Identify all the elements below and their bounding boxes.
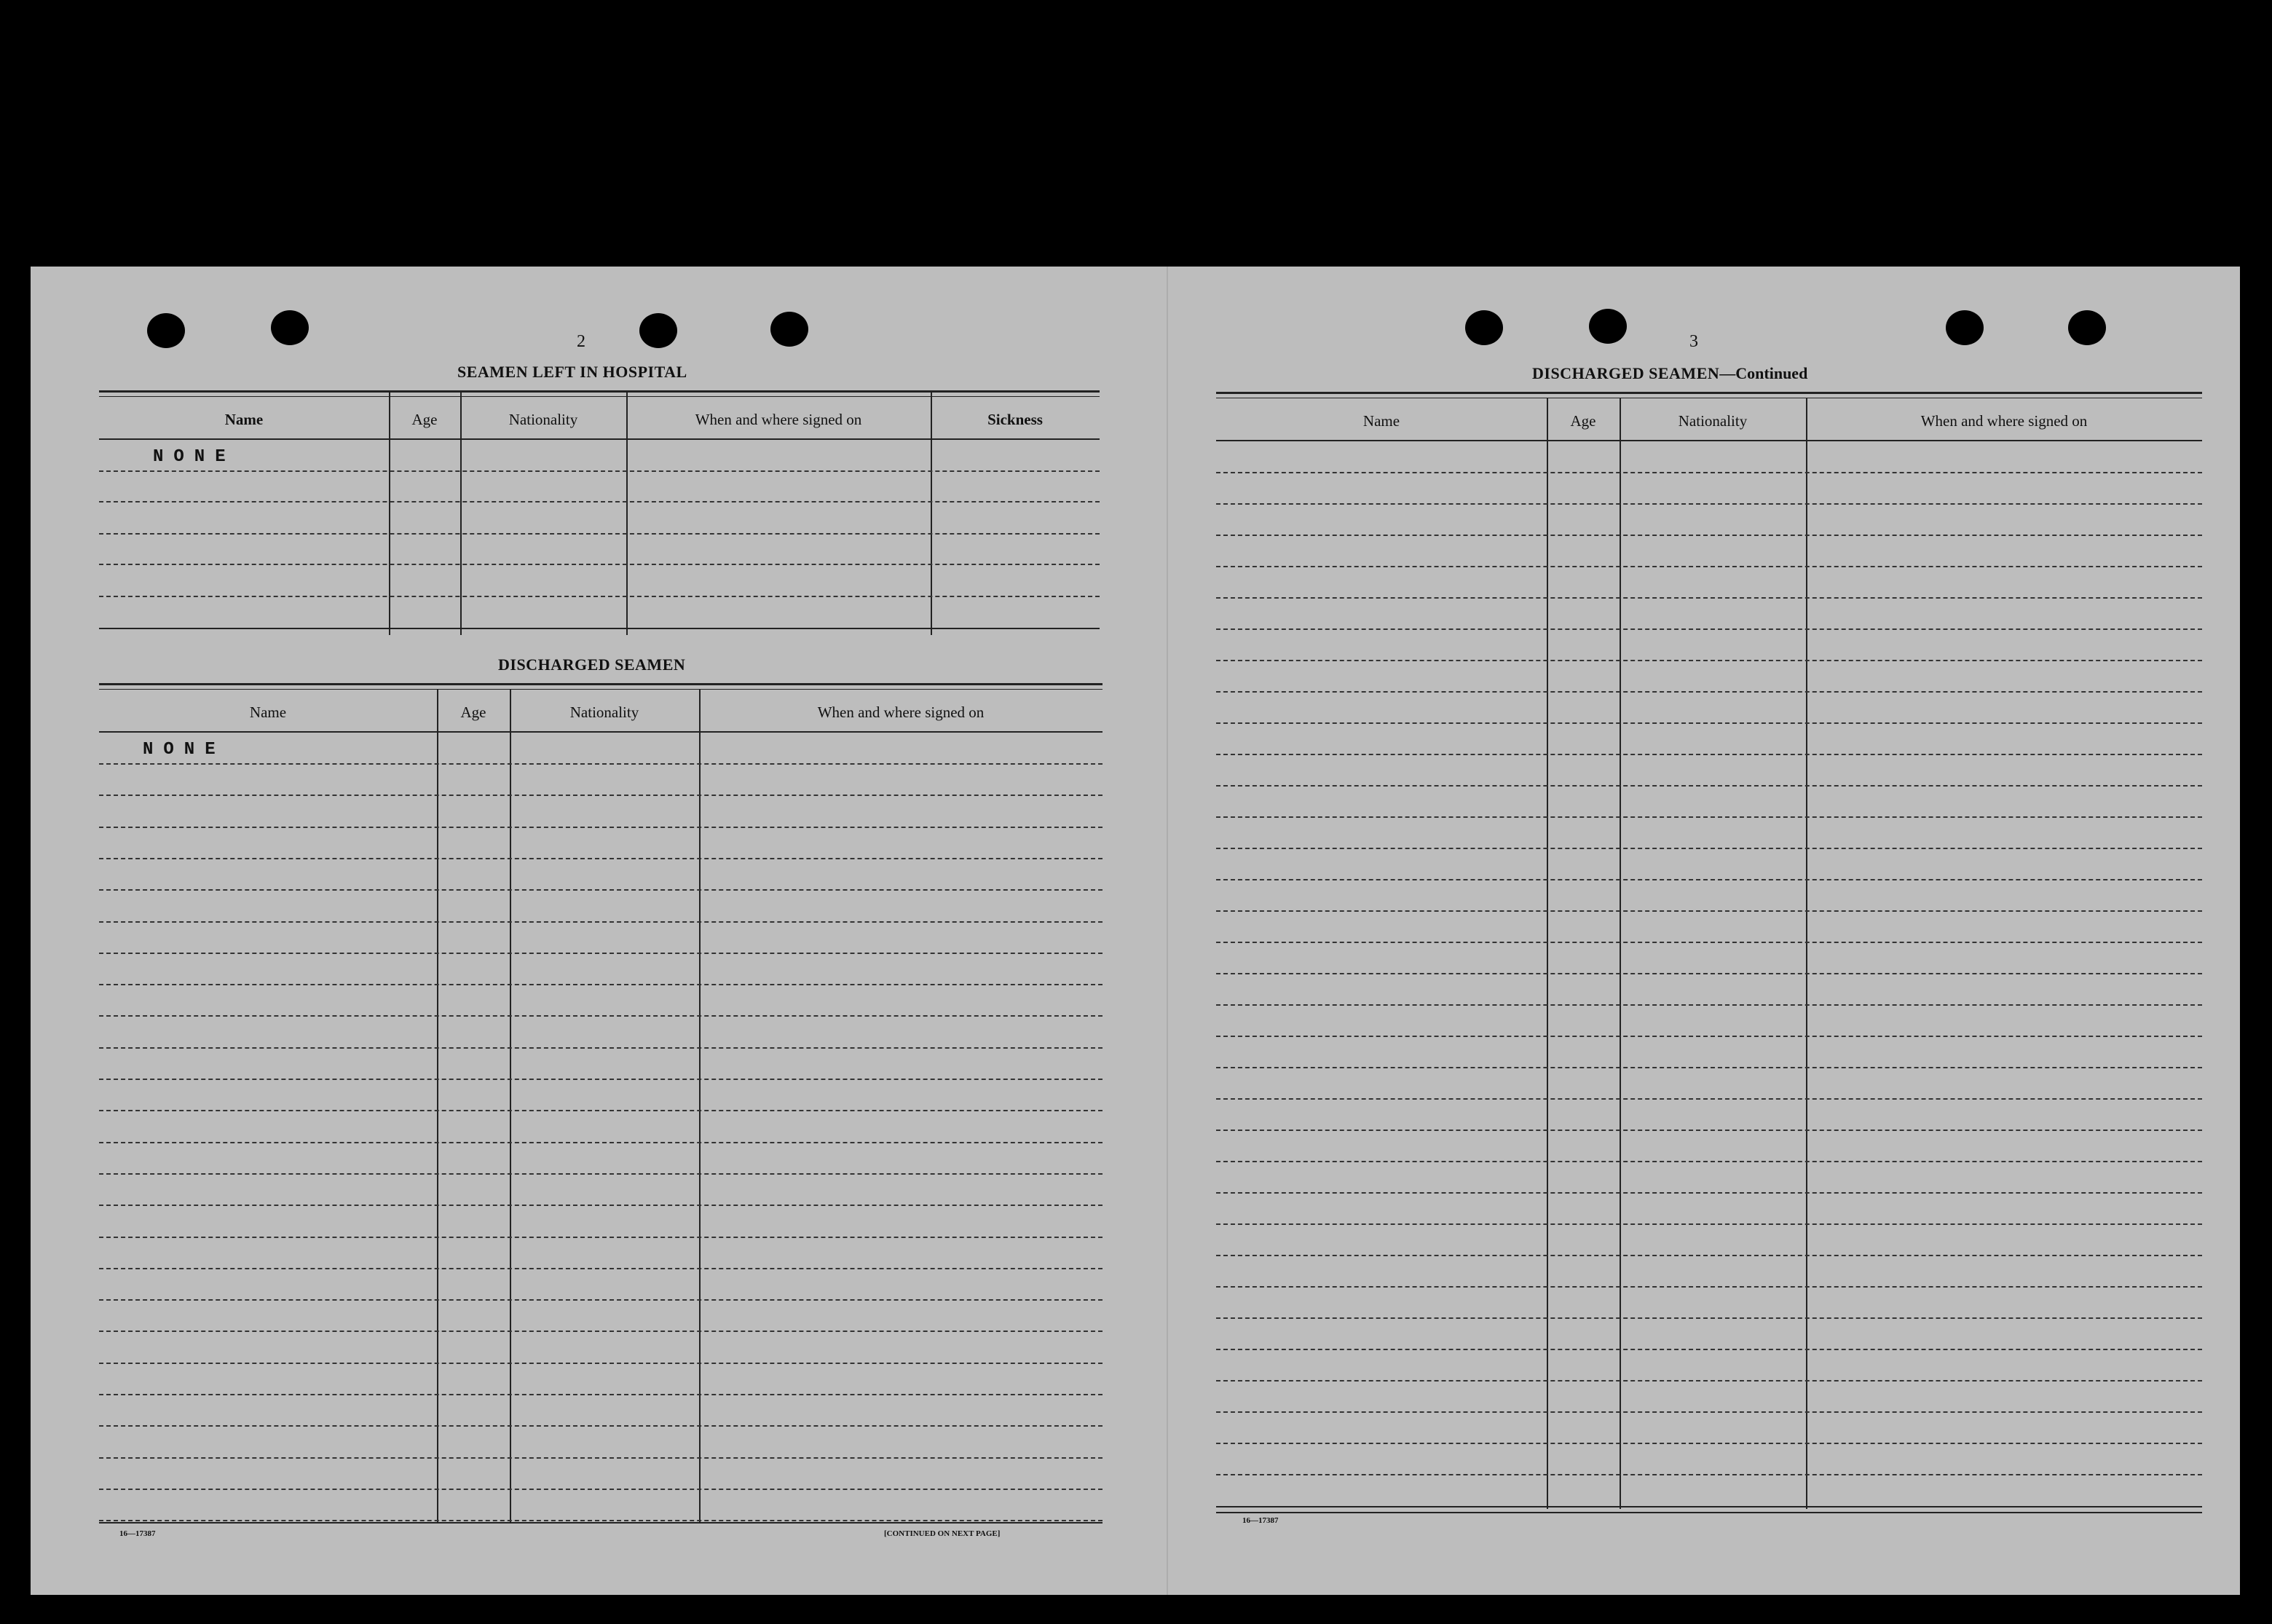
ruled-line [99,1015,1103,1017]
ruled-line [99,763,1103,765]
ruled-line [1216,1192,2202,1194]
ruled-line [1216,566,2202,567]
column-header-age: Age [460,703,486,721]
ruled-line [1216,660,2202,661]
ruled-line [1216,1036,2202,1037]
page-number-right: 3 [1689,332,1698,351]
page-fold [1167,267,1168,1595]
hospital-section-title: SEAMEN LEFT IN HOSPITAL [457,363,687,381]
ruled-line [99,984,1103,985]
ruled-line [1216,754,2202,755]
column-header-when-where: When and where signed on [1920,412,2088,430]
ruled-line [99,1205,1103,1206]
ruled-line [1216,1004,2202,1006]
punch-hole [1946,310,1984,345]
ruled-line [99,1079,1103,1080]
ruled-line [1216,597,2202,599]
ruled-line [99,795,1103,796]
punch-hole [271,310,309,345]
ruled-line [1216,1443,2202,1444]
ruled-line [1216,1380,2202,1381]
document-sheet [31,267,2240,1595]
ruled-line [1216,1067,2202,1068]
page-number-left: 2 [577,332,585,351]
ruled-line [1216,1411,2202,1413]
ruled-line [99,1394,1103,1395]
punch-hole [770,312,808,347]
ruled-line [99,1047,1103,1049]
continued-note: [CONTINUED ON NEXT PAGE] [884,1529,1001,1538]
column-header-age: Age [1570,412,1596,430]
column-header-age: Age [411,411,438,428]
form-number-left: 16—17387 [119,1529,156,1538]
ruled-line [1216,1349,2202,1350]
column-header-name: Name [1362,412,1400,430]
punch-hole [639,313,677,348]
punch-hole [2068,310,2106,345]
ruled-line [1216,722,2202,724]
ruled-line [1216,1161,2202,1162]
column-header-nationality: Nationality [1678,412,1748,430]
title-continued: —Continued [1719,364,1808,382]
ruled-line [99,827,1103,828]
ruled-line [99,1457,1103,1459]
punch-hole [1589,309,1627,344]
ruled-line [1216,879,2202,880]
discharged-table [99,683,1103,1524]
column-header-sickness: Sickness [987,411,1043,428]
ruled-line [1216,942,2202,943]
discharged-continued-title [1532,364,1807,383]
column-header-when-where: When and where signed on [817,703,985,721]
ruled-line [99,1520,1103,1521]
ruled-line [99,1142,1103,1143]
column-header-name: Name [249,703,287,721]
ruled-line [1216,503,2202,505]
ruled-line [1216,816,2202,818]
ruled-line [1216,1317,2202,1319]
column-header-name: Name [224,411,264,428]
ruled-line [99,1237,1103,1238]
ruled-line [1216,472,2202,473]
form-number-right: 16—17387 [1242,1516,1279,1525]
title-main: DISCHARGED SEAMEN [1532,364,1720,382]
discharged-entry-none: NONE [143,740,226,760]
ruled-line [1216,1286,2202,1288]
ruled-line [99,1173,1103,1175]
punch-hole [1465,310,1503,345]
ruled-line [99,1363,1103,1364]
ruled-line [1216,1130,2202,1131]
ruled-line [99,1331,1103,1332]
ruled-line [99,1425,1103,1427]
hospital-table [99,390,1100,636]
column-header-nationality: Nationality [569,703,639,721]
ruled-line [99,1489,1103,1490]
column-header-when-where: When and where signed on [695,411,862,428]
ruled-line [1216,848,2202,849]
ruled-line [1216,785,2202,787]
ruled-line [1216,691,2202,693]
column-header-nationality: Nationality [508,411,578,428]
ruled-line [99,1110,1103,1111]
ruled-line [99,953,1103,954]
ruled-line [1216,1255,2202,1256]
ruled-line [1216,973,2202,974]
ruled-line [99,858,1103,859]
ruled-line [99,921,1103,923]
ruled-line [99,889,1103,891]
ruled-line [1216,910,2202,912]
ruled-line [1216,1223,2202,1225]
ruled-line [99,1268,1103,1269]
discharged-continued-table [1216,392,2202,1513]
hospital-entry-none: NONE [153,447,236,467]
ruled-line [99,1299,1103,1301]
ruled-line [1216,628,2202,630]
punch-hole [147,313,185,348]
ruled-line [1216,1098,2202,1100]
discharged-section-title: DISCHARGED SEAMEN [498,655,686,674]
ruled-line [1216,535,2202,536]
ruled-line [1216,1474,2202,1475]
